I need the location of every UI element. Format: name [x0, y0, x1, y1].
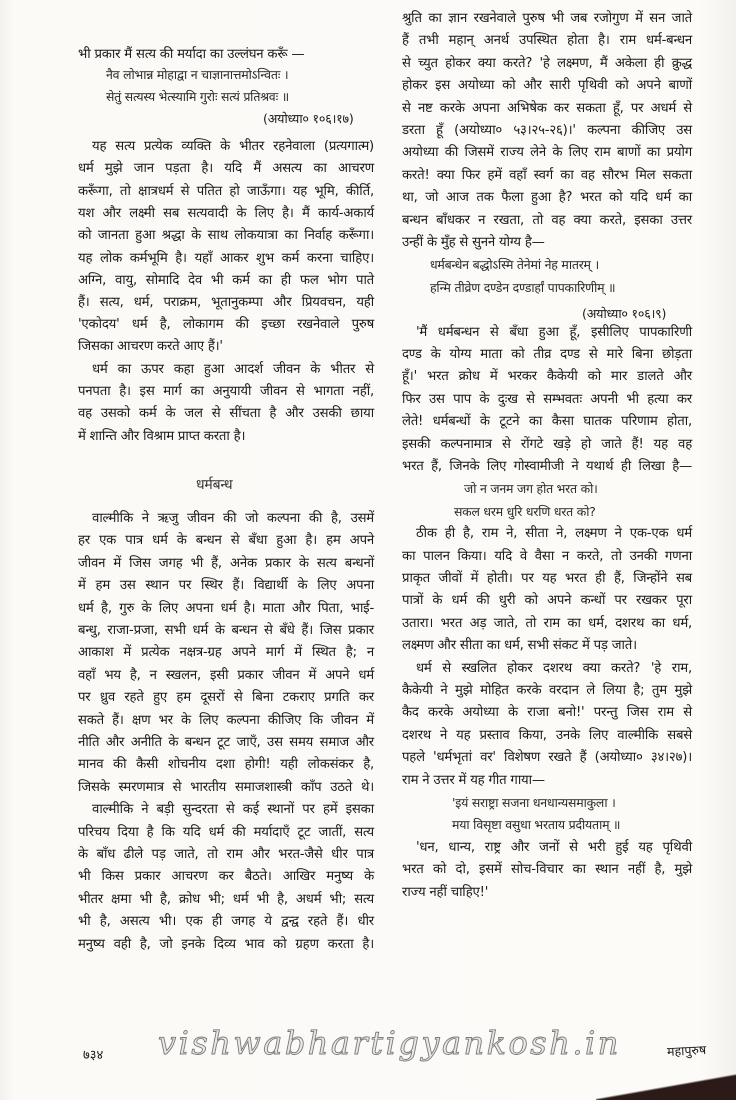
text-line: धर्म मुझे जान पड़ता है। यदि मैं असत्य का आचरण: [78, 161, 374, 176]
verse-line: सकल धरम धुरि धरणि धरत को?: [454, 503, 596, 519]
text-line: अग्नि, वायु, सोमादि देव भी कर्म का ही फल भोग पाते: [78, 273, 374, 288]
text-line: करूँगा, तो क्षात्रधर्म से पतित हो जाऊँगा। यह भूमि, कीर्ति,: [78, 184, 374, 199]
text-line: भरत हैं, जिनके लिए गोस्वामीजी ने यथार्थ ही लिखा है—: [402, 459, 692, 474]
verse-line: 'इयं सराष्ट्रा सजना धनधान्यसमाकुला ।: [452, 795, 616, 810]
text-line: धर्म का ऊपर कहा हुआ आदर्श जीवन के भीतर से: [92, 362, 374, 377]
text-line: भी किस प्रकार आचरण कर बैठते। आखिर मनुष्य के: [78, 869, 374, 885]
text-line: सकते हैं। क्षण भर के लिए कल्पना कीजिए कि जीवन में: [78, 712, 374, 728]
verse-line: मया विसृष्टा वसुधा भरताय प्रदीयताम् ॥: [452, 817, 621, 833]
text-line: नीति और अनीति के बन्धन टूट जाएँ, उस समय समाज और: [78, 735, 374, 750]
text-line: ठीक ही है, राम ने, सीता ने, लक्ष्मण ने एक-एक धर्म: [416, 526, 692, 542]
text-line: राज्य नहीं चाहिए!': [402, 884, 489, 900]
text-line: 'धन, धान्य, राष्ट्र और जनों से भरी हुई यह पृथिवी: [416, 839, 692, 855]
text-line: यह सत्य प्रत्येक व्यक्ति के भीतर रहनेवाला (प्रत्यगात्म): [92, 139, 374, 154]
text-line: बन्धन बाँधकर न रखता, तो वह क्या करते, इसका उत्तर: [402, 212, 692, 228]
text-line: मनुष्य वही है, जो इनके दिव्य भाव को ग्रहण करता है।: [78, 936, 374, 952]
verse-line: हन्मि तीव्रेण दण्डेन दण्डार्हां पापकारिणीम् ॥: [430, 279, 616, 295]
text-line: धर्म से स्खलित होकर दशरथ क्या करते? 'हे राम,: [416, 660, 692, 676]
text-line: का पालन किया। यदि वे वैसा न करते, तो उनकी गणना: [402, 548, 692, 564]
running-footer: महापुरुष: [666, 1041, 707, 1060]
text-line: जिसका आचरण करते आए हैं।': [78, 339, 223, 354]
text-line: इसकी कल्पनामात्र से रोंगटे खड़े हो जाते हैं! यह वह: [402, 436, 692, 452]
citation-reference: (अयोध्या० १०६।१७): [263, 111, 354, 126]
text-line: वाल्मीकि ने ऋजु जीवन की जो कल्पना की है, उसमें: [92, 511, 374, 526]
text-line: श्रुति का ज्ञान रखनेवाले पुरुष भी जब रजोगुण में सन जाते: [402, 11, 692, 26]
text-line: भी प्रकार मैं सत्य की मर्यादा का उल्लंघन करूँ —: [78, 47, 305, 62]
text-line: धर्म है, गुरु के लिए अपना धर्म है। माता और पिता, भाई-: [78, 600, 374, 616]
text-line: वह उसको कर्म के जल से सींचता है और उसकी छाया: [78, 406, 374, 421]
text-line: फिर उस पाप के दुःख से सम्भवतः अपनी भी हत्या कर: [402, 391, 692, 407]
text-line: जीवन में जिस जगह भी हैं, अनेक प्रकार के सत्य बन्धनों: [78, 555, 374, 571]
scan-corner-shadow: [596, 1074, 736, 1100]
text-line: के बाँध ढीले पड़ जाते, तो राम और भरत-जैसे धीर पात्र: [78, 847, 374, 862]
text-line: को जानता हुआ श्रद्धा के साथ लोकयात्रा का निर्वाह करूँगा।: [78, 228, 374, 243]
text-line: भीतर क्षमा भी है, क्रोध भी; धर्म भी है, अधर्म भी; सत्य: [78, 891, 374, 907]
text-line: पर ध्रुव रहते हुए हम दूसरों से बिना टकराए प्रगति कर: [78, 690, 374, 706]
section-heading: धर्मबन्ध: [196, 477, 233, 493]
text-line: उन्हीं के मुँह से सुनने योग्य है—: [402, 235, 545, 250]
text-line: हैं तभी महान् अनर्थ उपस्थित होता है। राम धर्म-बन्धन: [402, 33, 692, 49]
text-line: पनपता है। इस मार्ग का अनुयायी जीवन से भागता नहीं,: [78, 384, 374, 399]
text-line: में हम उस स्थान पर स्थिर हैं। विद्यार्थी के लिए अपना: [78, 578, 374, 594]
verse-line: नैव लोभान्न मोहाद्वा न चाज्ञानात्तमोऽन्वितः ।: [106, 67, 289, 82]
citation-reference: (अयोध्या० १०६।९): [582, 306, 667, 322]
watermark: vishwabhartigyankosh.in: [158, 1024, 621, 1062]
text-line: बन्धु, राजा-प्रजा, सभी धर्म के बन्धन से बँधे हैं। जिस प्रकार: [78, 623, 374, 638]
text-line: मानव की कैसी शोचनीय दशा होगी! यही लोकसंकर है,: [78, 757, 374, 773]
text-line: कैद करके अयोध्या के राजा बनो!' परन्तु जिस राम से: [402, 705, 692, 721]
text-line: डरता हूँ (अयोध्या० ५३।२५-२६)।' कल्पना कीजिए उस: [402, 123, 692, 138]
text-line: हैं। सत्य, धर्म, पराक्रम, भूतानुकम्पा और प्रियवचन, यही: [78, 295, 374, 310]
text-line: लक्ष्मण और सीता का धर्म, सभी संकट में पड़ जाते।: [402, 638, 637, 654]
text-line: वहाँ भय है, न स्खलन, इसी प्रकार जीवन में अपने धर्म: [78, 667, 374, 683]
verse-line: जो न जनम जग होत भरत को।: [464, 481, 598, 497]
text-line: आकाश में प्रत्येक नक्षत्र-ग्रह अपने मार्ग में स्थित है; न: [78, 645, 374, 661]
text-line: पात्रों के धर्म की धुरी को अपने कन्धों पर रखकर पूरा: [402, 593, 692, 609]
text-line: हूँ।' भरत क्रोध में भरकर कैकेयी को मार डालते और: [402, 369, 692, 385]
text-line: होकर इस अयोध्या को और सारी पृथिवी को अपने बाणों: [402, 78, 692, 94]
text-line: करते! क्या फिर हमें वहाँ स्वर्ग का वह सौरभ मिल सकता: [402, 167, 692, 183]
verse-line: सेतुं सत्यस्य भेत्स्यामि गुरोः सत्यं प्रतिश्रवः ॥: [106, 89, 289, 104]
text-line: परिचय दिया है कि यदि धर्म की मर्यादाएँ टूट जातीं, सत्य: [78, 824, 374, 840]
text-line: लेते! धर्मबन्धों के टूटने का कैसा घातक परिणाम होता,: [402, 414, 692, 430]
text-line: हर एक पात्र धर्म के बन्धन से बँधा हुआ है। हम अपने: [78, 533, 374, 549]
page-number: ७३४: [83, 1048, 104, 1063]
text-line: राम ने उत्तर में यह गीत गाया—: [402, 772, 545, 788]
text-line: से नष्ट करके अपना अभिषेक कर सकता हूँ, पर अधर्म से: [402, 100, 692, 116]
verse-line: धर्मबन्धेन बद्धोऽस्मि तेनेमां नेह मातरम् ।: [430, 257, 600, 273]
text-line: जिसके स्मरणमात्र से भारतीय समाजशास्त्री काँप उठते थे।: [78, 779, 374, 795]
text-line: वाल्मीकि ने बड़ी सुन्दरता से कई स्थानों पर हमें इसका: [92, 802, 374, 818]
text-line: प्राकृत जीवों में होती। पर यह भरत ही हैं, जिन्होंने सब: [402, 571, 692, 586]
text-line: यह लोक कर्मभूमि है। यहाँ आकर शुभ कर्म करना चाहिए।: [78, 251, 374, 266]
text-line: पहले 'धर्मभृतां वर' विशेषण रखते हैं (अयोध्या० ३४।२७)।: [402, 750, 692, 766]
text-line: से च्युत होकर क्या करते? 'हे लक्ष्मण, मैं अकेला ही क्रुद्ध: [402, 55, 692, 71]
text-line: भरत को दो, इसमें सोच-विचार का स्थान नहीं है, मुझे: [402, 862, 692, 878]
text-line: अयोध्या की जिसमें राज्य लेने के लिए राम बाणों का प्रयोग: [402, 145, 692, 161]
text-line: यश और लक्ष्मी सब सत्यवादी के लिए है। मैं कार्य-अकार्य: [78, 206, 374, 221]
text-line: दण्ड के योग्य माता को तीव्र दण्ड से मारे बिना छोड़ता: [402, 347, 692, 362]
text-line: 'एकोदय' धर्म है, लोकागम की इच्छा रखनेवाले पुरुष: [78, 317, 374, 332]
text-line: उतारा। भरत अड़ जाते, तो राम का धर्म, दशरथ का धर्म,: [402, 615, 692, 631]
text-line: भी है, असत्य भी। एक ही जगह ये द्वन्द्व रहते हैं। धीर: [78, 914, 374, 930]
text-line: दशरथ ने यह प्रस्ताव किया, उनके लिए वाल्मीकि सबसे: [402, 727, 692, 743]
text-line: कैकेयी ने मुझे मोहित करके वरदान ले लिया है; तुम मुझे: [402, 683, 692, 698]
text-line: 'मैं धर्मबन्धन से बँधा हुआ हूँ, इसीलिए पापकारिणी: [416, 324, 692, 340]
text-line: में शान्ति और विश्राम प्राप्त करता है।: [78, 429, 246, 444]
text-line: था, जो आज तक फैला हुआ है? भरत को यदि धर्म का: [402, 190, 692, 206]
